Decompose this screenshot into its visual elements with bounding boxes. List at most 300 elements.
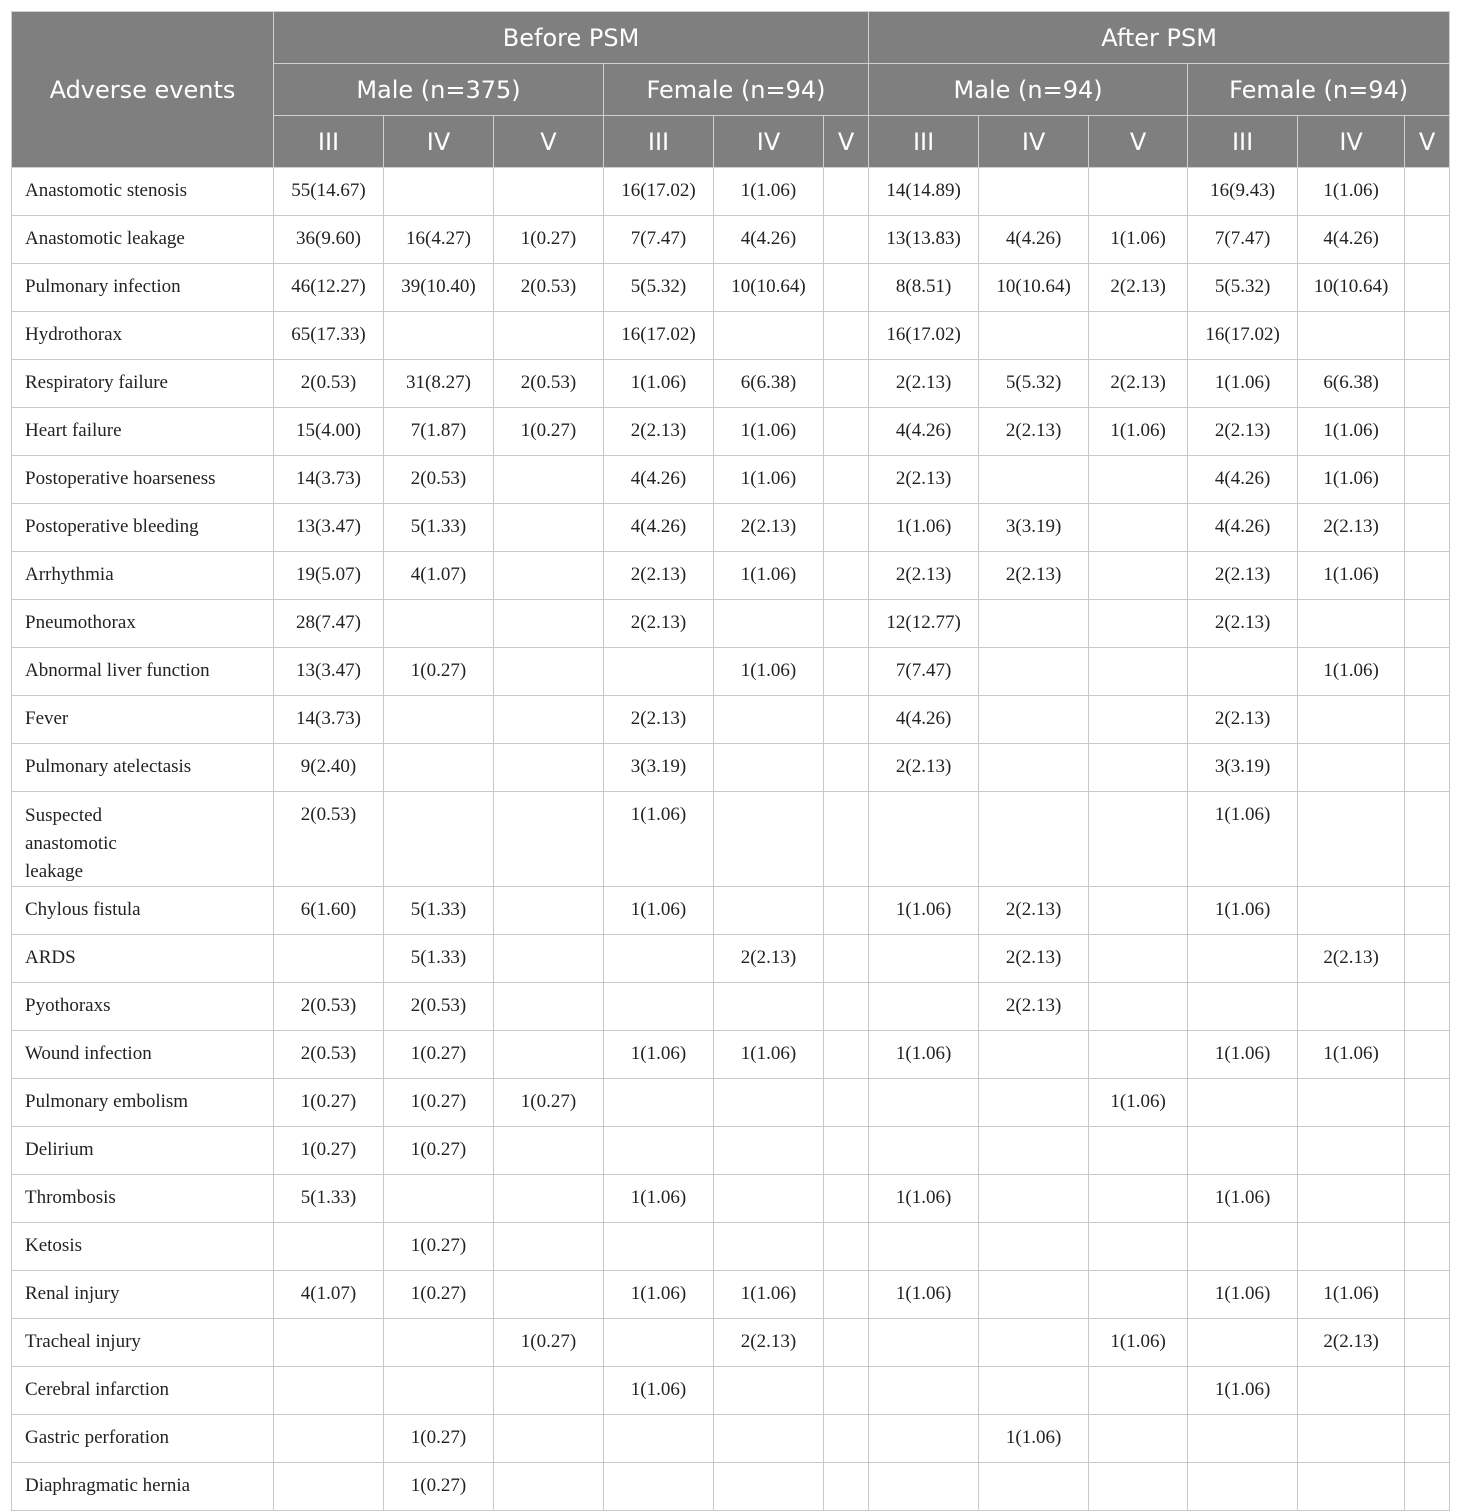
table-cell [1405,168,1450,216]
table-cell [1089,552,1188,600]
table-cell [824,935,869,983]
table-cell: 1(1.06) [714,648,824,696]
table-cell [1188,1415,1298,1463]
table-cell [979,1463,1089,1511]
table-cell [1405,648,1450,696]
table-cell [1405,1415,1450,1463]
table-cell: 7(7.47) [604,216,714,264]
table-cell [824,504,869,552]
table-row [12,1127,1450,1175]
table-cell: 9(2.40) [274,744,384,792]
table-cell [824,1079,869,1127]
grade-header: III [604,116,714,168]
table-cell [604,1415,714,1463]
table-row [12,360,1450,408]
table-cell: 1(0.27) [384,1031,494,1079]
table-cell [494,1127,604,1175]
table-cell [824,552,869,600]
table-cell: 2(2.13) [869,456,979,504]
table-cell [1298,1415,1405,1463]
table-row [12,312,1450,360]
table-cell [1405,887,1450,935]
table-cell: 1(0.27) [274,1127,384,1175]
table-cell: 1(1.06) [1188,1367,1298,1415]
table-cell [1405,264,1450,312]
grade-header: V [824,116,869,168]
table-cell: 2(2.13) [1188,408,1298,456]
table-cell: 1(0.27) [384,1271,494,1319]
table-cell: 1(1.06) [1188,887,1298,935]
table-cell [714,1079,824,1127]
table-cell [1405,983,1450,1031]
table-cell [384,600,494,648]
table-cell: 1(0.27) [384,1415,494,1463]
table-cell: 1(1.06) [604,792,714,887]
table-cell: 16(4.27) [384,216,494,264]
table-cell [494,1223,604,1271]
table-cell: 3(3.19) [604,744,714,792]
table-cell: 1(1.06) [1298,1271,1405,1319]
table-cell [1089,1031,1188,1079]
table-row [12,1367,1450,1415]
table-cell [494,312,604,360]
table-cell [1298,1223,1405,1271]
table-cell [384,744,494,792]
table-cell [824,792,869,887]
table-cell: 1(1.06) [1298,456,1405,504]
adverse-event-name: Chylous fistula [12,887,274,935]
table-row [12,552,1450,600]
table-cell: 1(1.06) [869,1271,979,1319]
table-cell [1405,1127,1450,1175]
table-cell [714,792,824,887]
table-cell [1089,600,1188,648]
table-cell: 4(4.26) [714,216,824,264]
table-cell [1405,1079,1450,1127]
grade-header: V [494,116,604,168]
table-cell: 14(3.73) [274,456,384,504]
table-cell: 1(0.27) [274,1079,384,1127]
table-cell: 5(1.33) [384,504,494,552]
table-cell [494,552,604,600]
table-row [12,504,1450,552]
table-cell [824,312,869,360]
table-cell: 28(7.47) [274,600,384,648]
table-cell: 1(1.06) [1188,792,1298,887]
table-cell [824,360,869,408]
table-cell: 2(2.13) [979,935,1089,983]
table-cell [824,216,869,264]
table-cell: 2(2.13) [1188,552,1298,600]
adverse-events-header: Adverse events [12,12,274,168]
table-cell [494,168,604,216]
table-cell: 1(1.06) [604,1031,714,1079]
table-cell: 2(2.13) [604,552,714,600]
table-cell: 1(0.27) [384,1079,494,1127]
table-row [12,408,1450,456]
adverse-event-name: Respiratory failure [12,360,274,408]
table-cell: 4(4.26) [604,456,714,504]
table-cell [714,983,824,1031]
table-cell: 1(1.06) [714,456,824,504]
table-cell [1298,1463,1405,1511]
table-cell [824,1127,869,1175]
table-row [12,216,1450,264]
table-cell: 2(2.13) [714,935,824,983]
grade-header: III [274,116,384,168]
grade-header: III [869,116,979,168]
grade-header: IV [384,116,494,168]
table-cell: 5(5.32) [1188,264,1298,312]
table-cell: 1(1.06) [1089,1079,1188,1127]
table-cell [1089,1127,1188,1175]
table-cell [714,1223,824,1271]
table-cell [979,1031,1089,1079]
table-cell: 2(2.13) [869,744,979,792]
table-cell: 2(2.13) [604,600,714,648]
table-cell [1089,1415,1188,1463]
table-cell: 4(4.26) [979,216,1089,264]
table-cell [1405,935,1450,983]
table-cell: 1(1.06) [1089,408,1188,456]
table-cell: 4(1.07) [274,1271,384,1319]
table-cell [1298,1367,1405,1415]
table-cell: 2(2.13) [869,552,979,600]
table-cell: 2(2.13) [604,696,714,744]
table-cell: 1(1.06) [1188,360,1298,408]
after-psm-header: After PSM [869,12,1450,64]
adverse-event-name: Pulmonary infection [12,264,274,312]
table-row [12,1175,1450,1223]
table-cell [494,887,604,935]
table-cell [824,456,869,504]
table-cell: 2(2.13) [714,504,824,552]
table-cell [1298,312,1405,360]
table-cell [384,696,494,744]
table-row [12,1031,1450,1079]
table-cell [869,792,979,887]
table-cell [714,312,824,360]
table-cell: 4(4.26) [1188,456,1298,504]
table-cell [824,1031,869,1079]
table-cell [1188,1079,1298,1127]
table-cell: 1(1.06) [714,168,824,216]
table-cell [979,1079,1089,1127]
table-cell: 1(1.06) [1298,1031,1405,1079]
table-cell [1405,1319,1450,1367]
table-row [12,456,1450,504]
table-cell [714,1463,824,1511]
table-row [12,1079,1450,1127]
table-cell [1298,1079,1405,1127]
table-cell [1089,504,1188,552]
table-cell: 1(1.06) [1298,408,1405,456]
table-cell [274,1415,384,1463]
table-cell: 1(1.06) [604,1367,714,1415]
adverse-event-name: Pyothoraxs [12,983,274,1031]
table-cell [714,1367,824,1415]
table-cell [1298,600,1405,648]
table-cell [384,1367,494,1415]
table-cell [869,1367,979,1415]
table-cell: 14(3.73) [274,696,384,744]
table-cell [1298,1127,1405,1175]
table-cell: 5(1.33) [384,935,494,983]
table-cell [494,1271,604,1319]
table-cell: 1(0.27) [494,216,604,264]
table-cell: 1(1.06) [714,1271,824,1319]
table-cell: 4(4.26) [1188,504,1298,552]
table-cell: 1(1.06) [869,887,979,935]
table-cell: 3(3.19) [1188,744,1298,792]
table-row [12,1271,1450,1319]
table-cell: 1(0.27) [494,1079,604,1127]
adverse-event-name: Delirium [12,1127,274,1175]
table-cell [824,648,869,696]
table-cell [824,696,869,744]
table-cell: 2(2.13) [979,983,1089,1031]
table-cell: 65(17.33) [274,312,384,360]
table-cell: 1(1.06) [1188,1175,1298,1223]
table-cell [714,1415,824,1463]
group-header-after-female: Female (n=94) [1188,64,1450,116]
table-row [12,935,1450,983]
table-cell [1188,1319,1298,1367]
table-cell [494,1367,604,1415]
adverse-event-name: Fever [12,696,274,744]
table-cell [1405,216,1450,264]
table-cell: 4(4.26) [869,408,979,456]
table-cell: 3(3.19) [979,504,1089,552]
table-cell [1089,648,1188,696]
table-cell: 1(0.27) [494,408,604,456]
table-cell [979,1127,1089,1175]
adverse-event-name: Heart failure [12,408,274,456]
table-cell [714,1127,824,1175]
table-cell [1089,456,1188,504]
table-cell [714,887,824,935]
table-cell: 1(1.06) [604,360,714,408]
table-cell: 1(1.06) [604,1175,714,1223]
adverse-event-name: Gastric perforation [12,1415,274,1463]
table-cell [979,312,1089,360]
table-cell: 16(17.02) [604,312,714,360]
table-cell [274,1223,384,1271]
table-cell: 2(2.13) [869,360,979,408]
table-cell: 8(8.51) [869,264,979,312]
table-cell: 2(2.13) [979,887,1089,935]
table-cell [1405,696,1450,744]
table-cell [714,600,824,648]
group-header-before-male: Male (n=375) [274,64,604,116]
table-cell: 2(0.53) [274,792,384,887]
table-cell: 1(0.27) [384,1127,494,1175]
table-cell: 10(10.64) [979,264,1089,312]
table-cell: 16(17.02) [869,312,979,360]
table-cell [384,168,494,216]
table-cell: 6(1.60) [274,887,384,935]
table-cell [979,1175,1089,1223]
table-cell [1188,1127,1298,1175]
table-cell [1298,983,1405,1031]
table-cell [1089,1223,1188,1271]
adverse-event-name: Pulmonary atelectasis [12,744,274,792]
table-cell [604,1127,714,1175]
table-header [12,12,1450,168]
table-cell: 7(7.47) [869,648,979,696]
table-cell [1089,792,1188,887]
table-cell [1188,935,1298,983]
table-cell: 5(1.33) [384,887,494,935]
table-cell: 2(2.13) [604,408,714,456]
table-cell [1405,792,1450,887]
table-cell [494,600,604,648]
table-cell: 10(10.64) [714,264,824,312]
table-cell: 2(2.13) [979,408,1089,456]
grade-header: IV [714,116,824,168]
adverse-event-name: ARDS [12,935,274,983]
table-cell [824,1319,869,1367]
table-cell: 1(0.27) [384,1223,494,1271]
table-cell [1298,887,1405,935]
adverse-event-name: Ketosis [12,1223,274,1271]
table-cell [1188,648,1298,696]
table-cell [494,1031,604,1079]
table-row [12,1415,1450,1463]
table-cell [1405,456,1450,504]
table-cell [979,792,1089,887]
table-cell: 1(1.06) [604,1271,714,1319]
table-cell: 2(0.53) [384,456,494,504]
table-cell [824,1175,869,1223]
table-cell [494,792,604,887]
adverse-event-name: Abnormal liver function [12,648,274,696]
table-row [12,168,1450,216]
adverse-event-name: Suspected anastomotic leakage [12,792,274,887]
table-cell [824,168,869,216]
adverse-event-name: Renal injury [12,1271,274,1319]
table-cell [1089,1271,1188,1319]
table-cell [824,1367,869,1415]
table-cell: 2(0.53) [274,983,384,1031]
table-cell [604,648,714,696]
grade-header: IV [979,116,1089,168]
table-row [12,887,1450,935]
table-cell: 5(5.32) [979,360,1089,408]
table-cell [979,1271,1089,1319]
table-cell [604,1079,714,1127]
table-cell [1188,1463,1298,1511]
table-cell [979,1367,1089,1415]
table-cell: 55(14.67) [274,168,384,216]
table-row [12,1319,1450,1367]
adverse-event-name: Hydrothorax [12,312,274,360]
table-row [12,792,1450,887]
table-cell [1089,887,1188,935]
table-row [12,983,1450,1031]
table-cell [869,1463,979,1511]
table-cell [494,935,604,983]
table-cell: 13(13.83) [869,216,979,264]
table-cell: 7(7.47) [1188,216,1298,264]
table-cell: 2(2.13) [1089,360,1188,408]
table-cell [604,1223,714,1271]
table-cell: 4(4.26) [869,696,979,744]
table-cell: 1(1.06) [1298,552,1405,600]
table-cell: 1(1.06) [1298,168,1405,216]
adverse-event-name: Anastomotic leakage [12,216,274,264]
table-cell [1298,1175,1405,1223]
table-cell [979,168,1089,216]
table-cell: 2(0.53) [494,264,604,312]
table-cell [274,1319,384,1367]
table-cell [1405,504,1450,552]
table-cell [494,744,604,792]
table-cell [824,744,869,792]
table-cell [494,1463,604,1511]
adverse-event-name: Cerebral infarction [12,1367,274,1415]
grade-header: V [1089,116,1188,168]
table-cell: 1(1.06) [869,1175,979,1223]
table-cell [1405,552,1450,600]
table-cell [869,983,979,1031]
table-cell [384,792,494,887]
table-cell: 1(1.06) [714,1031,824,1079]
table-cell [1089,168,1188,216]
adverse-event-name: Postoperative bleeding [12,504,274,552]
table-cell [1405,1463,1450,1511]
table-cell: 46(12.27) [274,264,384,312]
table-cell [1405,408,1450,456]
table-cell [1405,1175,1450,1223]
table-cell: 1(1.06) [714,552,824,600]
table-cell: 2(2.13) [1188,600,1298,648]
table-cell [824,1463,869,1511]
table-cell [274,1367,384,1415]
table-cell [714,744,824,792]
table-cell [1089,983,1188,1031]
table-cell: 2(0.53) [494,360,604,408]
table-cell [714,696,824,744]
table-cell [824,887,869,935]
table-cell [1405,1031,1450,1079]
table-cell: 13(3.47) [274,504,384,552]
table-cell: 13(3.47) [274,648,384,696]
table-cell [494,456,604,504]
table-cell [1188,1223,1298,1271]
table-cell: 2(2.13) [1298,1319,1405,1367]
table-cell [604,935,714,983]
table-cell: 36(9.60) [274,216,384,264]
table-cell [824,983,869,1031]
table-cell [1089,744,1188,792]
table-cell: 2(2.13) [1188,696,1298,744]
table-cell [604,1463,714,1511]
table-cell: 39(10.40) [384,264,494,312]
table-cell: 2(0.53) [274,360,384,408]
table-cell [1298,792,1405,887]
table-cell: 19(5.07) [274,552,384,600]
table-cell: 1(1.06) [1298,648,1405,696]
table-cell [979,456,1089,504]
grade-header: V [1405,116,1450,168]
table-cell [869,935,979,983]
grade-header: IV [1298,116,1405,168]
table-cell: 4(1.07) [384,552,494,600]
table-cell [979,1319,1089,1367]
table-cell: 2(2.13) [1089,264,1188,312]
table-cell [824,264,869,312]
